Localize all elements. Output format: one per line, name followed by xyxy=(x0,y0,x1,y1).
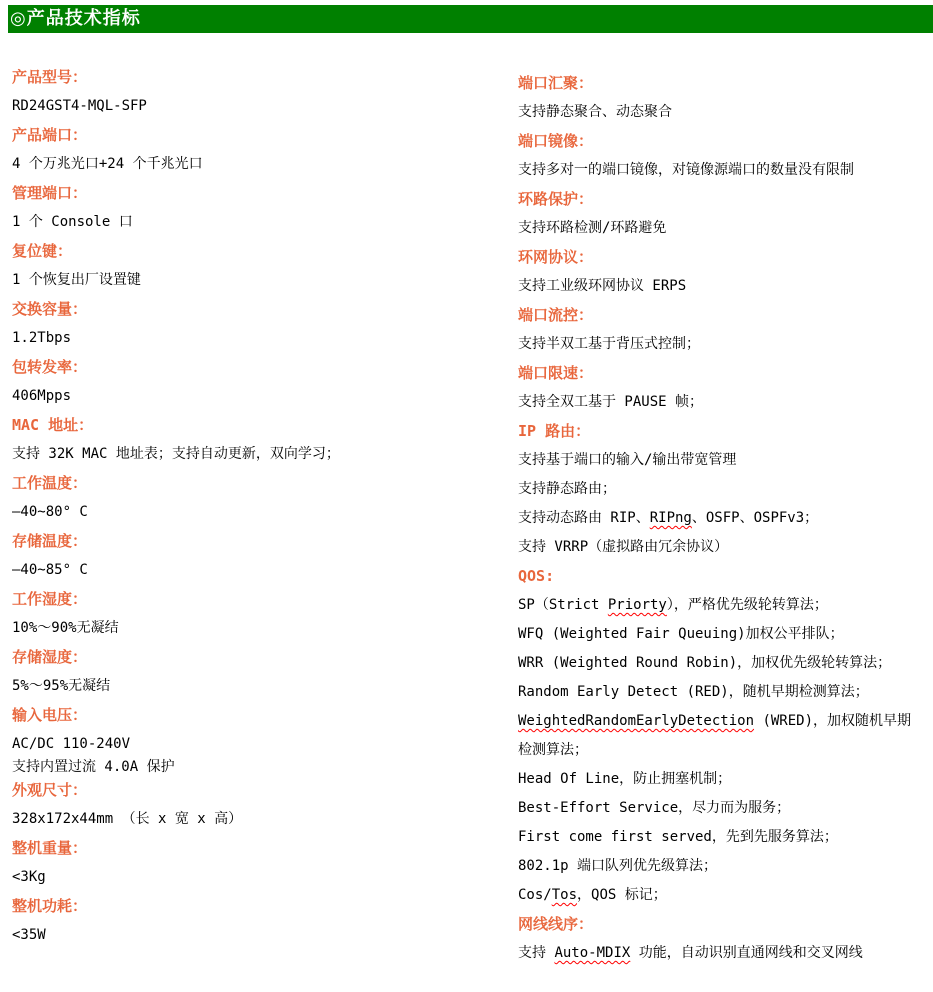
spec-line xyxy=(518,504,921,533)
spec-line xyxy=(518,649,921,678)
spec-text: 5%～95%无凝结 xyxy=(12,678,111,694)
spec-line xyxy=(518,591,921,620)
spec-text: 1 个恢复出厂设置键 xyxy=(12,272,141,288)
spec-item xyxy=(12,237,518,295)
spec-item xyxy=(518,69,921,127)
spec-line xyxy=(518,388,921,417)
spec-line xyxy=(12,150,518,179)
spec-line xyxy=(518,707,921,736)
spec-line xyxy=(518,330,921,359)
spec-line xyxy=(12,382,518,411)
spec-text: ，QOS 标记； xyxy=(577,887,667,903)
spec-item xyxy=(518,185,921,243)
spec-line xyxy=(12,266,518,295)
spec-line xyxy=(518,765,921,794)
spec-item xyxy=(12,834,518,892)
spec-line xyxy=(12,208,518,237)
spec-heading: 存储湿度： xyxy=(12,648,88,666)
spec-text: Random Early Detect (RED)，随机早期检测算法； xyxy=(518,684,869,700)
spec-heading: 端口镜像： xyxy=(518,132,594,150)
spec-item xyxy=(12,179,518,237)
misspelled-word: RIPng xyxy=(649,510,692,526)
spec-heading: 端口限速： xyxy=(518,364,594,382)
spec-line xyxy=(12,498,518,527)
page-title: ◎产品技术指标 xyxy=(8,5,933,33)
spec-heading: 整机功耗： xyxy=(12,897,88,915)
spec-text: Head Of Line，防止拥塞机制； xyxy=(518,771,732,787)
spec-text: 支持环路检测/环路避免 xyxy=(518,220,667,236)
spec-text: 328x172x44mm （长 x 宽 x 高） xyxy=(12,811,243,827)
spec-text: 功能，自动识别直通网线和交叉网线 xyxy=(630,945,863,961)
spec-text: 支持动态路由 RIP、 xyxy=(518,510,650,526)
spec-text: First come first served，先到先服务算法； xyxy=(518,829,838,845)
spec-heading: 产品型号： xyxy=(12,68,88,86)
spec-text: RD24GST4-MQL-SFP xyxy=(12,98,147,114)
spec-line xyxy=(518,475,921,504)
spec-text: 1.2Tbps xyxy=(12,330,72,346)
spec-heading: 复位键： xyxy=(12,242,73,260)
spec-columns xyxy=(0,63,933,968)
spec-line xyxy=(518,620,921,649)
spec-heading: 环网协议： xyxy=(518,248,594,266)
spec-item xyxy=(12,63,518,121)
spec-text: 10%～90%无凝结 xyxy=(12,620,119,636)
spec-heading: 端口流控： xyxy=(518,306,594,324)
spec-item xyxy=(12,469,518,527)
spec-heading: 包转发率： xyxy=(12,358,88,376)
spec-line xyxy=(518,156,921,185)
spec-item xyxy=(518,562,921,910)
spec-item xyxy=(518,301,921,359)
spec-line xyxy=(12,805,518,834)
spec-line xyxy=(518,272,921,301)
spec-heading: 工作湿度： xyxy=(12,590,88,608)
spec-line xyxy=(518,446,921,475)
spec-text: WRR (Weighted Round Robin)，加权优先级轮转算法； xyxy=(518,655,892,671)
spec-text: 支持半双工基于背压式控制； xyxy=(518,336,700,352)
spec-heading: MAC 地址： xyxy=(12,416,94,434)
spec-line xyxy=(12,440,518,469)
spec-text: —40~80° C xyxy=(12,504,88,520)
spec-item xyxy=(12,701,518,776)
spec-heading: QOS: xyxy=(518,567,555,585)
spec-line xyxy=(12,863,518,892)
spec-text: Cos/ xyxy=(518,887,552,903)
spec-heading: IP 路由： xyxy=(518,422,591,440)
spec-item xyxy=(12,643,518,701)
spec-item xyxy=(12,411,518,469)
spec-item xyxy=(518,359,921,417)
spec-text: 支持基于端口的输入/输出带宽管理 xyxy=(518,452,737,468)
spec-heading: 工作温度： xyxy=(12,474,88,492)
spec-line xyxy=(12,759,518,776)
spec-heading: 存储温度： xyxy=(12,532,88,550)
spec-line xyxy=(12,614,518,643)
spec-text: 支持内置过流 4.0A 保护 xyxy=(12,759,175,775)
spec-heading: 外观尺寸： xyxy=(12,781,88,799)
misspelled-word: Tos xyxy=(551,887,578,903)
spec-line xyxy=(12,672,518,701)
spec-item xyxy=(12,353,518,411)
spec-text: 802.1p 端口队列优先级算法； xyxy=(518,858,718,874)
spec-text: <3Kg xyxy=(12,869,46,885)
misspelled-word: WeightedRandomEarlyDetection xyxy=(518,713,755,729)
spec-text: 检测算法； xyxy=(518,742,588,758)
spec-item xyxy=(12,121,518,179)
spec-text: 4 个万兆光口+24 个千兆光口 xyxy=(12,156,203,172)
spec-line xyxy=(518,533,921,562)
spec-line xyxy=(518,678,921,707)
spec-text: 支持工业级环网协议 ERPS xyxy=(518,278,687,294)
spec-text: 1 个 Console 口 xyxy=(12,214,133,230)
spec-item xyxy=(12,527,518,585)
spec-line xyxy=(518,736,921,765)
spec-text: AC/DC 110-240V xyxy=(12,736,131,752)
spec-heading: 交换容量： xyxy=(12,300,88,318)
spec-heading: 环路保护： xyxy=(518,190,594,208)
spec-item xyxy=(518,910,921,968)
spec-line xyxy=(518,214,921,243)
spec-line xyxy=(12,324,518,353)
spec-item xyxy=(518,243,921,301)
spec-text: 支持多对一的端口镜像，对镜像源端口的数量没有限制 xyxy=(518,162,854,178)
spec-heading: 产品端口： xyxy=(12,126,88,144)
spec-line xyxy=(518,98,921,127)
spec-text: 支持全双工基于 PAUSE 帧； xyxy=(518,394,704,410)
spec-line xyxy=(12,730,518,759)
spec-text: 支持静态路由； xyxy=(518,481,616,497)
spec-line xyxy=(518,852,921,881)
spec-line xyxy=(518,881,921,910)
spec-item xyxy=(12,585,518,643)
spec-item xyxy=(12,892,518,950)
misspelled-word: Priorty xyxy=(607,597,667,613)
spec-text: 406Mpps xyxy=(12,388,72,404)
spec-text: WFQ (Weighted Fair Queuing)加权公平排队； xyxy=(518,626,844,642)
spec-text: SP（Strict xyxy=(518,597,608,613)
spec-item xyxy=(12,776,518,834)
spec-text: 支持 VRRP（虚拟路由冗余协议） xyxy=(518,539,729,555)
spec-line xyxy=(518,794,921,823)
spec-text: 支持 xyxy=(518,945,555,961)
spec-text: <35W xyxy=(12,927,46,943)
spec-item xyxy=(518,417,921,562)
spec-text: —40~85° C xyxy=(12,562,88,578)
spec-heading: 管理端口： xyxy=(12,184,88,202)
spec-heading: 输入电压： xyxy=(12,706,88,724)
spec-column-right xyxy=(518,63,921,968)
spec-line xyxy=(12,92,518,121)
misspelled-word: Auto-MDIX xyxy=(554,945,631,961)
spec-item xyxy=(518,127,921,185)
spec-text: 支持静态聚合、动态聚合 xyxy=(518,104,672,120)
spec-text: 、OSFP、OSPFv3； xyxy=(691,510,819,526)
spec-line xyxy=(518,823,921,852)
spec-line xyxy=(518,939,921,968)
spec-line xyxy=(12,556,518,585)
spec-text: Best-Effort Service，尽力而为服务； xyxy=(518,800,791,816)
spec-item xyxy=(12,295,518,353)
spec-heading: 网线线序： xyxy=(518,915,594,933)
spec-text: ），严格优先级轮转算法； xyxy=(666,597,828,613)
spec-heading: 整机重量： xyxy=(12,839,88,857)
spec-text: (WRED)，加权随机早期 xyxy=(754,713,912,729)
spec-line xyxy=(12,921,518,950)
spec-heading: 端口汇聚： xyxy=(518,74,594,92)
spec-text: 支持 32K MAC 地址表；支持自动更新，双向学习； xyxy=(12,446,340,462)
spec-column-left xyxy=(0,63,518,968)
